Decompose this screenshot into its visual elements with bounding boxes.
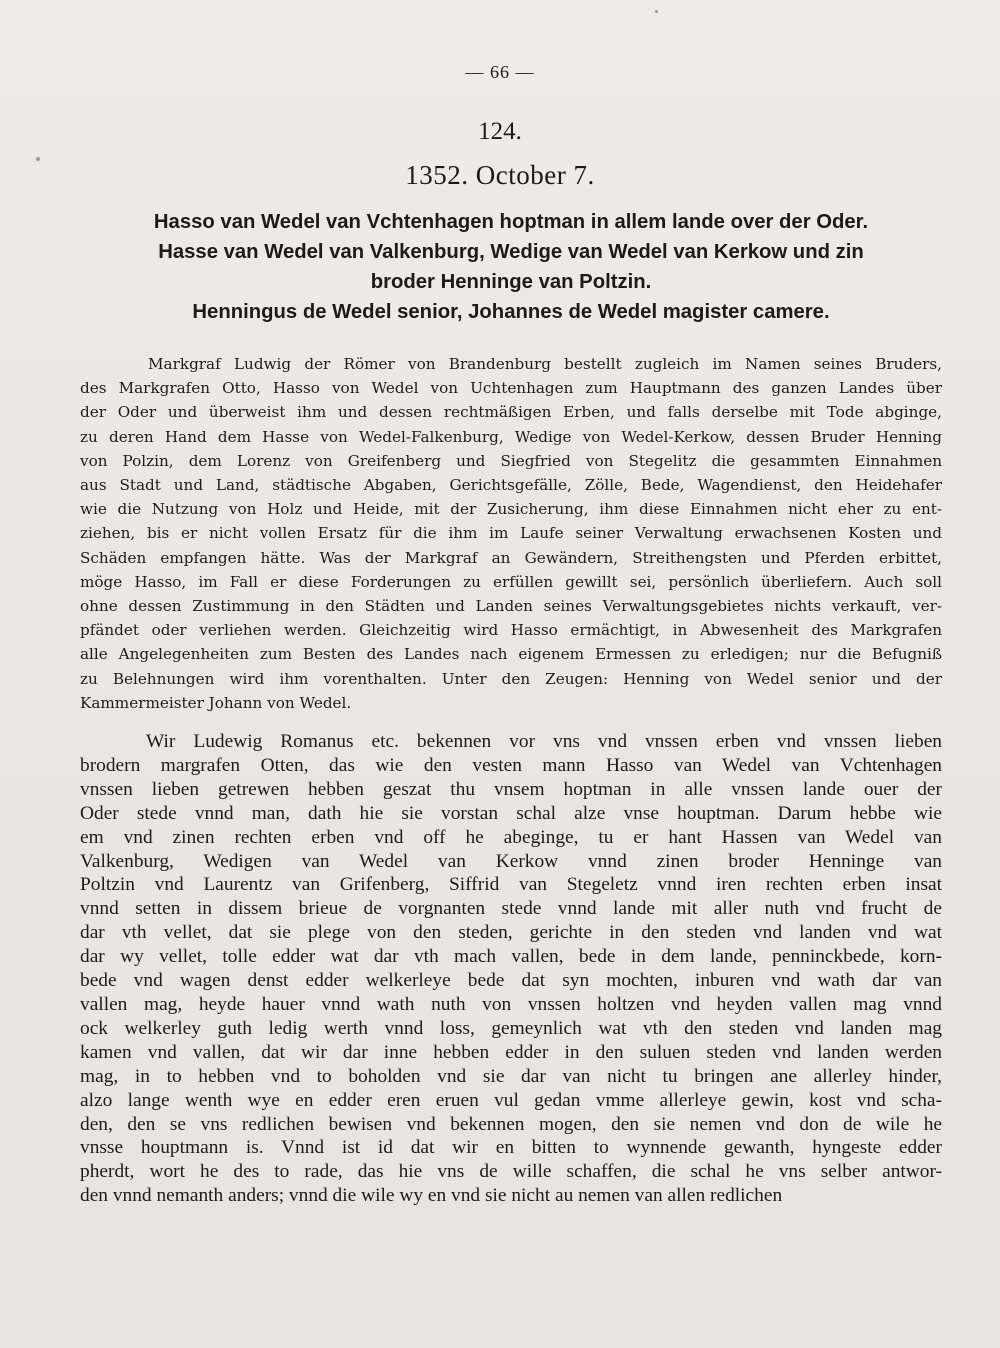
charter-line: bede vnd wagen denst edder welkerleye bede dat syn mochten, inburen vnd wath dar van bbox=[80, 970, 942, 992]
charter-line: ock welkerley guth ledig werth vnnd loss, gemeynlich wat vth den steden vnd landen mag bbox=[80, 1017, 942, 1039]
page-number: — 66 — bbox=[465, 62, 535, 82]
charter-line: brodern margrafen Otten, das wie den vesten mann Hasso van Wedel van Vchtenhagen bbox=[80, 754, 942, 776]
regest-line: von Polzin, dem Lorenz von Greifenberg und Siegfried von Stegelitz die gesammten Einnahmen bbox=[80, 451, 942, 470]
charter-line: Wir Ludewig Romanus etc. bekennen vor vns vnd vnssen erben vnd vnssen lieben bbox=[146, 731, 942, 752]
charter-line: vnssen lieben getrewen hebben geszat thu vnsem hoptman in alle vnssen lande ouer der bbox=[80, 778, 942, 800]
charter-line: Oder stede vnnd man, dath hie sie vorstan schal alze vnse houptman. Darum hebbe wie bbox=[80, 802, 942, 824]
regest-line: der Oder und überweist ihm und dessen rechtmäßigen Erben, und falls derselbe mit Tode abginge, bbox=[80, 403, 942, 422]
charter-line: vnsse houptmann is. Vnnd ist id dat wir en bitten to wynnende gewanth, hyngeste edder bbox=[80, 1137, 942, 1159]
regest-line: alle Angelegenheiten zum Besten des Landes nach eigenem Ermessen zu erledigen; nur die Befugniß bbox=[80, 645, 942, 664]
regest-line: pfändet oder verliehen werden. Gleichzeitig wird Hasso ermächtigt, in Abwesenheit des Markgrafen bbox=[80, 621, 942, 640]
charter-line: pherdt, wort he des to rade, das hie vns de wille schaffen, die schal he vns selber antwor- bbox=[80, 1161, 942, 1183]
regest-summary bbox=[80, 352, 942, 715]
regest-line: zu Belehnungen wird ihm vorenthalten. Unter den Zeugen: Henning von Wedel senior und der bbox=[80, 669, 942, 688]
regest-line: ziehen, bis er nicht vollen Ersatz für die ihm im Laufe seiner Verwaltung erwachsenen Kosten und bbox=[80, 524, 942, 543]
persons-line: Hasse van Wedel van Valkenburg, Wedige van Wedel van Kerkow und zin bbox=[158, 241, 864, 263]
regest-line: aus Stadt und Land, städtische Abgaben, Gerichtsgefälle, Zölle, Bede, Wagendienst, den Heidehafer bbox=[80, 476, 942, 495]
charter-line: vallen mag, heyde hauer vnnd wath nuth von vnssen holtzen vnd heyden vallen mag vnnd bbox=[80, 993, 942, 1015]
persons-heading bbox=[80, 207, 942, 327]
regest-line: Markgraf Ludwig der Römer von Brandenburg bestellt zugleich im Namen seines Bruders, bbox=[148, 355, 942, 373]
charter-line: kamen vnd vallen, dat wir dar inne hebben edder in den suluen steden vnd landen werden bbox=[80, 1041, 942, 1063]
regest-line: wie die Nutzung von Holz und Heide, mit der Zusicherung, ihm diese Einnahmen nicht eher zu ent- bbox=[80, 500, 942, 519]
regest-line: Kammermeister Johann von Wedel. bbox=[80, 693, 352, 712]
document-number: 124. bbox=[478, 118, 522, 145]
regest-line: möge Hasso, im Fall er diese Forderungen zu erfüllen gewillt sei, persönlich überliefern. Auch soll bbox=[80, 572, 942, 591]
charter-line: em vnd zinen rechten erben vnd off he abeginge, tu er hant Hassen van Wedel van bbox=[80, 826, 942, 848]
charter-line: den, den se vns redlichen bewisen vnd bekennen mogen, den sie nemen vnd don de wile he bbox=[80, 1113, 942, 1135]
charter-line: alzo lange wenth wye en edder eren eruen vul gedan vmme allerleye gewin, kost vnd scha- bbox=[80, 1089, 942, 1111]
regest-line: des Markgrafen Otto, Hasso von Wedel von Uchtenhagen zum Hauptmann des ganzen Landes über bbox=[80, 379, 942, 398]
regest-line: Schäden empfangen hätte. Was der Markgraf an Gewändern, Streithengsten und Pferden erbittet, bbox=[80, 548, 942, 567]
paper-speck bbox=[655, 10, 658, 13]
charter-line: Poltzin vnd Laurentz van Grifenberg, Siffrid van Stegeletz vnnd iren rechten erben insat bbox=[80, 874, 942, 896]
charter-line: mag, in to hebben vnd to boholden vnd sie dar van nicht tu bringen ane allerley hinder, bbox=[80, 1065, 942, 1087]
charter-line: dar wy vellet, tolle edder wat dar vth mach vallen, bede in dem lande, penninckbede, korn- bbox=[80, 946, 942, 968]
charter-line: Valkenburg, Wedigen van Wedel van Kerkow vnnd zinen broder Henninge van bbox=[80, 850, 942, 872]
regest-line: ohne dessen Zustimmung in den Städten und Landen seines Verwaltungsgebietes nichts verkauft, ver- bbox=[80, 597, 942, 616]
charter-text bbox=[80, 730, 942, 1208]
charter-line: dar vth vellet, dat sie plege von den steden, gerichte in den steden vnd landen vnd wat bbox=[80, 922, 942, 944]
charter-line: den vnnd nemanth anders; vnnd die wile wy en vnd sie nicht au nemen van allen redlichen bbox=[80, 1185, 783, 1207]
document-date: 1352. October 7. bbox=[405, 160, 595, 190]
charter-line: vnnd setten in dissem brieue de vorgnanten stede vnnd lande mit aller nuth vnd frucht de bbox=[80, 898, 942, 920]
persons-line: Hasso van Wedel van Vchtenhagen hoptman in allem lande over der Oder. bbox=[153, 211, 869, 233]
regest-line: zu deren Hand dem Hasse von Wedel-Falkenburg, Wedige von Wedel-Kerkow, dessen Bruder Henning bbox=[80, 427, 942, 446]
persons-line: broder Henninge van Poltzin. bbox=[370, 271, 652, 293]
persons-line: Henningus de Wedel senior, Johannes de Wedel magister camere. bbox=[192, 301, 830, 323]
